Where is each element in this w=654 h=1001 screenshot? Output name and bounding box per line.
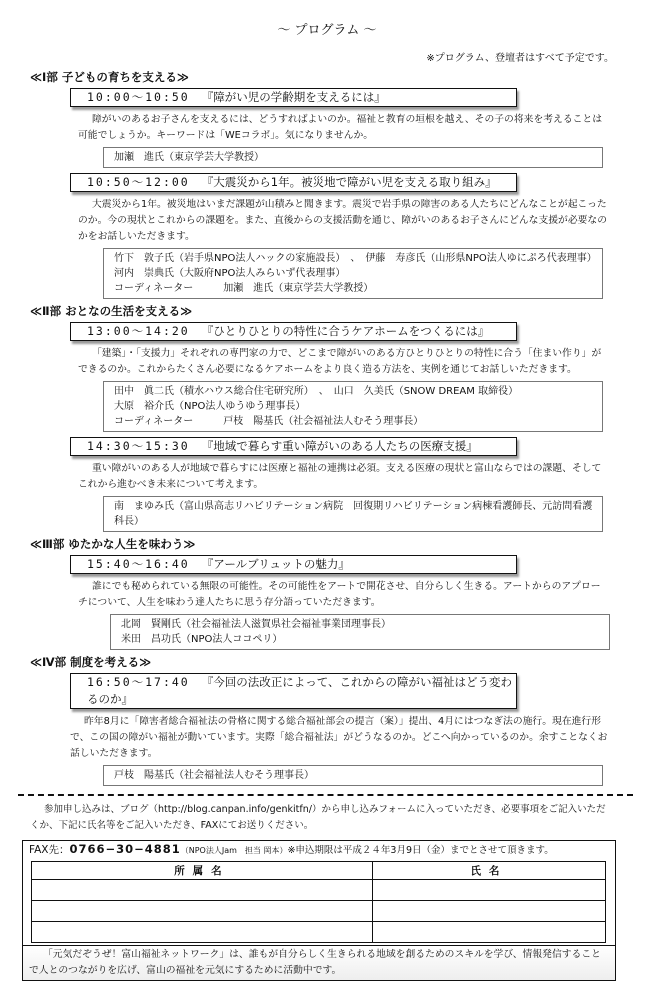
speaker: 加瀬 進氏（東京学芸大学教授） (114, 152, 264, 163)
speaker: 田中 眞二氏（積水ハウス総合住宅研究所） 、 山口 久美氏（SNOW DREAM 取締役） (114, 386, 519, 397)
session-3-header (70, 322, 517, 341)
fax-contact: （NPO法人Jam 担当 岡本） (180, 846, 288, 855)
session-time: 10:50～12:00 (87, 175, 190, 189)
session-6-header (70, 673, 517, 709)
affiliation-field[interactable] (32, 880, 373, 901)
session-3-speakers (103, 381, 603, 432)
session-6-speakers (103, 765, 603, 786)
session-2-speakers (103, 248, 603, 299)
session-time: 13:00～14:20 (87, 324, 190, 338)
fax-label: FAX先： (29, 844, 70, 856)
schedule-note: ※プログラム、登壇者はすべて予定です。 (426, 53, 614, 64)
application-instructions: 参加申し込みは、ブログ（http://blog.canpan.info/genkitfn/）から申し込みフォームに入っていただき、必要事項をご記入いただくか、下記に氏名等をご記入いただき、FAXにてお送りください。 (30, 804, 606, 831)
session-4-speakers (103, 496, 603, 532)
session-2-header (70, 173, 517, 192)
coordinator: コーディネーター 加瀬 進氏（東京学芸大学教授） (114, 283, 374, 294)
fax-number: 0766−30−4881 (69, 842, 181, 856)
speaker: 竹下 敦子氏（岩手県NPO法人ハックの家施設長） 、 伊藤 寿彦氏（山形県NPO法人ゆにぷろ代表理事） (114, 253, 597, 264)
session-title: 『地域で暮らす重い障がいのある人たちの医療支援』 (201, 439, 478, 453)
speaker: 米田 昌功氏（NPO法人ココペリ） (121, 634, 283, 645)
part-2-heading: ≪Ⅱ部 おとなの生活を支える≫ (30, 304, 193, 318)
session-time: 14:30～15:30 (87, 439, 190, 453)
session-1-speakers (103, 147, 603, 168)
speaker: 河内 崇典氏（大阪府NPO法人みらいず代表理事） (114, 268, 346, 279)
affiliation-header: 所属名 (32, 862, 373, 880)
session-4-description: 重い障がいのある人が地域で暮らすには医療と福祉の連携は必須。支える医療の現状と富山ならではの課題、そしてこれから進むべき未来について考えます。 (78, 463, 602, 490)
application-deadline: ※申込期限は平成２４年3月9日（金）までとさせて頂きます。 (287, 845, 554, 856)
session-time: 15:40～16:40 (87, 557, 190, 571)
part-4-heading: ≪Ⅳ部 制度を考える≫ (30, 655, 152, 669)
name-field[interactable] (372, 880, 605, 901)
session-title: 『大震災から1年。被災地で障がい児を支える取り組み』 (201, 175, 497, 189)
session-1-header (70, 88, 517, 107)
coordinator: コーディネーター 戸枝 陽基氏（社会福祉法人むそう理事長） (114, 416, 424, 427)
page-title: ～ プログラム ～ (277, 23, 377, 38)
name-field[interactable] (372, 922, 605, 943)
cut-line (18, 794, 633, 796)
network-description: 「元気だぞうぜ！富山福祉ネットワーク」は、誰もが自分らしく生きられる地域を創るためのスキルを学び、情報発信することで人とのつながりを広げ、富山の福祉を元気にするために活動中です。 (23, 945, 615, 980)
part-3-heading: ≪Ⅲ部 ゆたかな人生を味わう≫ (30, 537, 196, 551)
part-1-heading: ≪Ⅰ部 子どもの育ちを支える≫ (30, 70, 189, 84)
affiliation-field[interactable] (32, 901, 373, 922)
speaker: 大原 裕介氏（NPO法人ゆうゆう理事長） (114, 401, 306, 412)
session-time: 16:50～17:40 (87, 675, 190, 689)
speaker: 南 まゆみ氏（富山県高志リハビリテーション病院 回復期リハビリテーション病棟看護師長、元訪問看護科長） (114, 501, 593, 527)
session-3-description: 「建築」・「支援力」それぞれの専門家の力で、どこまで障がいのある方ひとりひとりの特性に合う「住まい作り」ができるのか。これからたくさん必要になるケアホームをより良く造る方法を、実例を通じてお話しいただきます。 (78, 348, 602, 375)
speaker: 北岡 賢剛氏（社会福祉法人滋賀県社会福祉事業団理事長） (121, 619, 391, 630)
session-5-header (70, 555, 517, 574)
session-2-description: 大震災から1年。被災地はいまだ課題が山積みと聞きます。震災で岩手県の障害のある人たちにどんなことが起こったのか。今の現状とこれからの課題を。また、直後からの支援活動を通じ、障がいのあるお子さんにどんな支援が必要なのかをお話しいただきます。 (78, 199, 608, 242)
session-title: 『アールブリュットの魅力』 (201, 557, 350, 571)
session-5-description: 誰にでも秘められている無限の可能性。その可能性をアートで開花させ、自分らしく生きる。アートからのアプローチについて、人生を味わう達人たちに思う存分語っていただきます。 (78, 581, 601, 608)
session-6-description: 昨年8月に「障害者総合福祉法の骨格に関する総合福祉部会の提言（案）」提出、4月にはつなぎ法の施行。現在進行形で、この国の障がい福祉が動いています。実際「総合福祉法」がどうなるのか。どこへ向かっているのか。余すことなくお話しいただきます。 (70, 716, 608, 759)
name-field[interactable] (372, 901, 605, 922)
session-title: 『ひとりひとりの特性に合うケアホームをつくるには』 (201, 324, 490, 338)
fax-line (23, 841, 615, 859)
session-title: 『今回の法改正によって、これからの障がい福祉はどう変わるのか』 (87, 675, 513, 706)
session-1-description: 障がいのあるお子さんを支えるには、どうすればよいのか。福祉と教育の垣根を越え、その子の将来を考えることは可能でしょうか。キーワードは「WEコラボ」。気になりませんか。 (78, 114, 603, 141)
name-header: 氏名 (372, 862, 605, 880)
fax-form (22, 840, 616, 981)
affiliation-field[interactable] (32, 922, 373, 943)
speaker: 戸枝 陽基氏（社会福祉法人むそう理事長） (114, 770, 314, 781)
session-5-speakers (110, 614, 610, 650)
session-time: 10:00～10:50 (87, 90, 190, 104)
application-table (31, 861, 606, 943)
session-4-header (70, 437, 517, 456)
session-title: 『障がい児の学齢期を支えるには』 (201, 90, 386, 104)
